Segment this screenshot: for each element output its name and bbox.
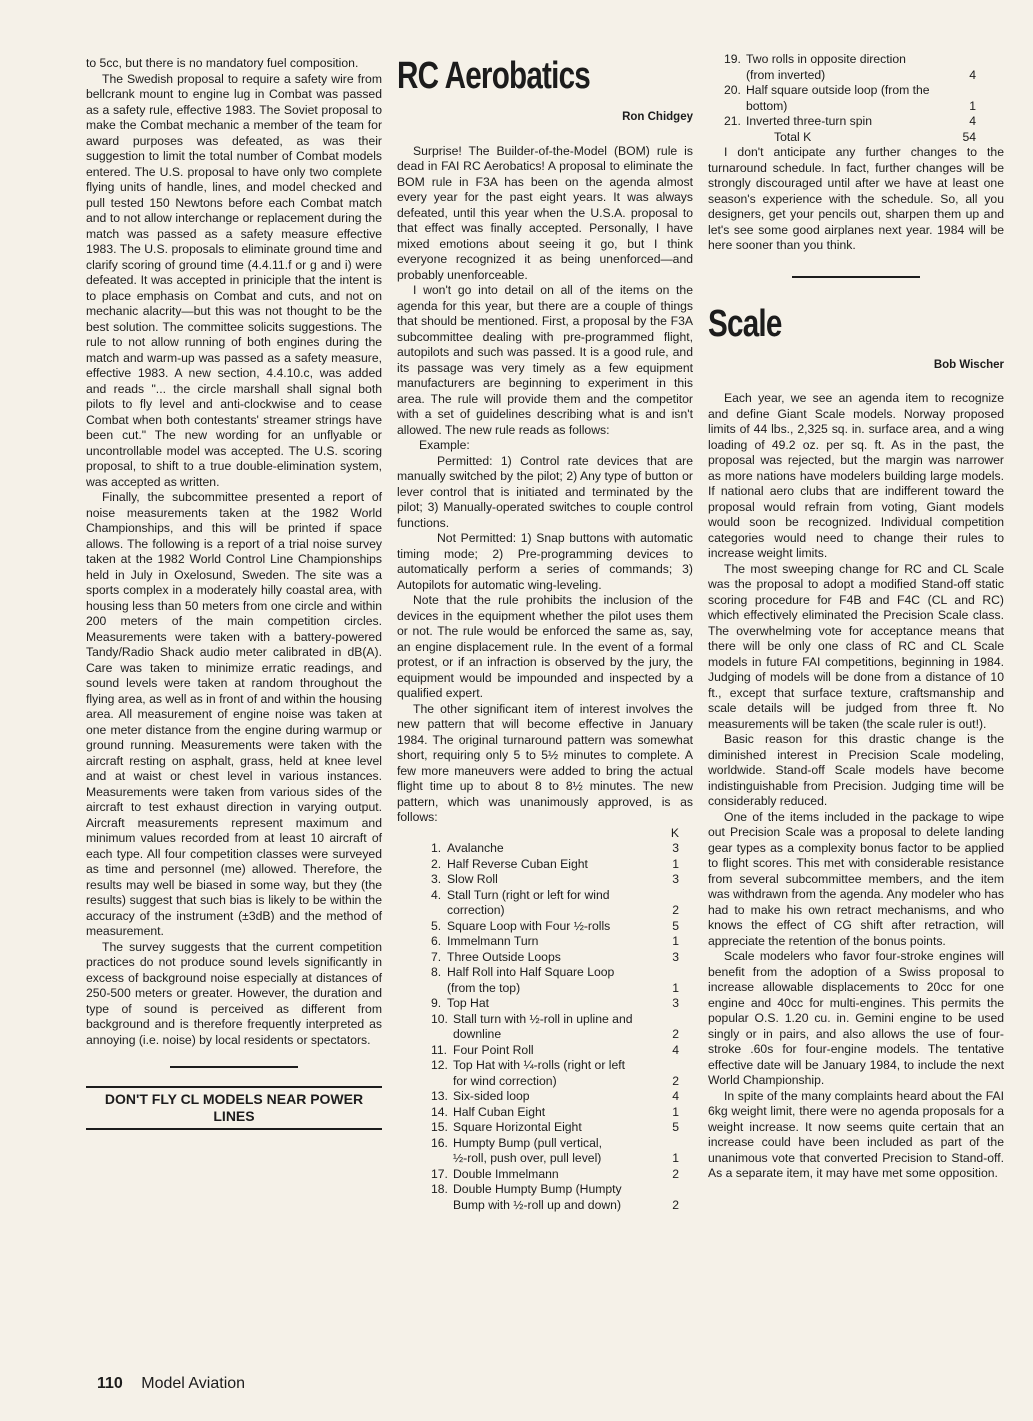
paragraph: Surprise! The Builder-of-the-Model (BOM) rule is dead in FAI RC Aerobatics! A proposal to eliminate the BOM rule in F3A has been on the agenda almost every year for the past eight years. It was always defeated, until this year when the U.S.A. proposal to that effect was finally accepted. Personally, I have mixed emotions about seeing it go, but I think everyone recognized it as being unenforced—and probably unenforceable. <box>397 143 693 282</box>
maneuver-item <box>431 872 679 888</box>
maneuver-item <box>431 1167 679 1183</box>
maneuver-number: 13. <box>431 1089 448 1103</box>
maneuver-number: 10. <box>431 1011 448 1026</box>
maneuver-k-factor: 3 <box>672 996 679 1010</box>
paragraph: The other significant item of interest involves the new pattern that will become effective in January 1984. The original turnaround pattern was somewhat short, requiring only 5 to 5½ minutes to complete. A few more maneuvers were added to bring the actual flight time up to about 8 to 8½ minutes. The new pattern, which was unanimously approved, is as follows: <box>397 701 693 824</box>
page-footer <box>97 1375 245 1393</box>
maneuver-k-factor: 5 <box>672 918 679 933</box>
maneuver-number: 9. <box>431 996 442 1010</box>
maneuver-name: Avalanche <box>447 841 504 855</box>
maneuver-item <box>431 934 679 950</box>
maneuver-number: 16. <box>431 1135 448 1150</box>
paragraph: The survey suggests that the current competition practices do not produce sound levels significantly in excess of background noise especially at distances of 250-500 meters or greater. However, the duration and type of sound is perceived as different from background and is therefore frequently interpreted as annoying (i.e. noise) by local residents or spectators. <box>86 939 382 1047</box>
paragraph: Example: <box>419 438 470 452</box>
maneuver-name: Double Immelmann <box>453 1166 559 1181</box>
maneuver-name: Inverted three-turn spin <box>746 114 873 128</box>
maneuver-item <box>431 1120 679 1136</box>
maneuver-k-factor: 4 <box>672 1089 679 1103</box>
maneuver-number: 20. <box>724 83 741 97</box>
maneuver-name: Two rolls in opposite direction <box>746 52 906 66</box>
maneuver-name: Half Roll into Half Square Loop <box>447 965 615 979</box>
maneuver-name-continued: for wind correction) <box>453 1073 557 1088</box>
safety-notice: DON'T FLY CL MODELS NEAR POWER LINES <box>86 1086 382 1130</box>
maneuver-name-continued: correction) <box>447 903 505 917</box>
maneuver-k-factor: 2 <box>672 1027 679 1041</box>
section-divider <box>792 276 920 278</box>
maneuver-k-factor: 2 <box>672 1073 679 1088</box>
paragraph: One of the items included in the package to wipe out Precision Scale was a proposal to delete landing gear types as a complexity bonus factor to be applied to flight scores. This met with considerable resistance from several subcommittee members, and the item was withdrawn from the agenda. Any modeler who has had to make his own retract mechanisms, and who knows the effect of CG shift after retraction, will appreciate the retention of the bonus points. <box>708 809 1004 948</box>
maneuver-item <box>431 965 679 996</box>
maneuver-number: 18. <box>431 1182 448 1196</box>
maneuver-name: Stall turn with ½-roll in upline and <box>453 1011 633 1026</box>
maneuver-k-factor: 1 <box>672 1104 679 1119</box>
paragraph: Finally, the subcommittee presented a report of noise measurements taken at the 1982 World Championships, and this will be printed if space allows. The following is a report of a trial noise survey taken at the 1982 World Control Line Championships held in July in Oxelosund, Sweden. The site was a sports complex in a moderately hilly coastal area, with housing less than 50 meters from one circle and within 200 meters of the main competition circles. Measurements were taken with a battery-powered Tandy/Radio Shack audio meter calibrated in dB(A). Care was taken to minimize erratic readings, and sound levels were taken at random throughout the flying area, as well as in front of and within the housing area. All measurement of engine noise was taken at one meter distance from the engine during warmup or ground running. Measurements were taken with the aircraft resting on asphalt, grass, held at knee level and at waist or chest level in various instances. Measurements were taken from various sides of the aircraft to test exhaust direction in varying output. Aircraft measurements represent maximum and minimum values recorded from at least 10 aircraft of each type. All four competition classes were surveyed as time and personnel (me) allowed. Therefore, the results may well be biased in some way, but they (the results) suggest that such bias is likely to be within the accuracy of the instrument (±3dB) and the method of measurement. <box>86 490 382 938</box>
paragraph: Basic reason for this drastic change is the diminished interest in Precision Scale modeling, worldwide. Stand-off Scale models have become indistinguishable from Precision. Judging time will be considerably reduced. <box>708 732 1004 808</box>
maneuver-number: 14. <box>431 1104 448 1119</box>
k-factor-header: K <box>670 825 679 840</box>
maneuver-item <box>431 1043 679 1059</box>
maneuver-number: 1. <box>431 841 442 855</box>
paragraph: Not Permitted: 1) Snap buttons with automatic timing mode; 2) Pre-programming devices to automatically perform a series of commands; 3) Autopilots for automatic wing-leveling. <box>397 531 693 592</box>
paragraph: Permitted: 1) Control rate devices that are manually switched by the pilot; 2) Any type of button or lever control that is initiated and terminated by the pilot; 3) Manually-operated switches to couple control functions. <box>397 453 693 530</box>
maneuver-name: Humpty Bump (pull vertical, <box>453 1135 603 1150</box>
maneuver-name: Square Loop with Four ½-rolls <box>447 918 611 933</box>
byline-scale: Bob Wischer <box>933 358 1004 371</box>
maneuver-k-factor: 4 <box>969 67 976 82</box>
maneuver-name: Slow Roll <box>447 872 498 886</box>
maneuver-number: 4. <box>431 887 442 902</box>
maneuver-name: Square Horizontal Eight <box>453 1120 582 1134</box>
maneuver-k-factor: 3 <box>672 872 679 886</box>
maneuver-name-continued: Bump with ½-roll up and down) <box>453 1197 622 1212</box>
maneuver-list-continued <box>724 52 976 130</box>
paragraph: Scale modelers who favor four-stroke engines will benefit from the adoption of a Swiss proposal to increase allowable displacements to 20cc for one engine and 40cc for multi-engines. This permits the popular O.S. 1.20 cu. in. Gemini engine to be used singly or in pairs, and also allows the use of four-stroke .60s for four-engine models. The tentative effective date will be January 1984, to include the next World Championship. <box>708 949 1004 1087</box>
maneuver-item <box>431 1058 679 1089</box>
column-combat <box>86 56 382 1130</box>
paragraph: Each year, we see an agenda item to recognize and define Giant Scale models. Norway proposed limits of 44 lbs., 2,325 sq. in. surface area, and a wing loading of 49.2 oz. per sq. ft. As in the past, the proposal was rejected, but the margin was narrower as more nations have modelers building large models. If national aero clubs that are indifferent toward the proposal would refrain from voting, Giant models would soon be recognized. Individual competition categories would need to change their rules to increase weight limits. <box>708 391 1004 560</box>
maneuver-name: Immelmann Turn <box>447 934 539 948</box>
maneuver-k-factor: 5 <box>672 1120 679 1134</box>
paragraph: In spite of the many complaints heard about the FAI 6kg weight limit, there were no agenda proposals for a weight increase. It now seems quite certain that an increase could have been included as part of the unanimous vote that converted Precision to Stand-off. As a separate item, it may have met some opposition. <box>708 1088 1004 1180</box>
byline-rc-aerobatics: Ron Chidgey <box>622 111 693 123</box>
maneuver-k-factor: 3 <box>672 841 679 855</box>
maneuver-name-continued: ½-roll, push over, pull level) <box>453 1151 602 1165</box>
maneuver-name: Three Outside Loops <box>447 949 561 964</box>
maneuver-item <box>431 841 679 857</box>
maneuver-name: Stall Turn (right or left for wind <box>447 887 610 902</box>
section-title-scale: Scale <box>708 302 782 345</box>
maneuver-number: 5. <box>431 918 442 933</box>
maneuver-item <box>431 1089 679 1105</box>
paragraph: Note that the rule prohibits the inclusion of the devices in the equipment whether the pilot uses them or not. The rule would be enforced the same as, say, an engine displacement rule. In the event of a formal protest, or if an infraction is observed by the jury, the equipment would be impounded and inspected by a qualified expert. <box>397 593 693 700</box>
maneuver-number: 6. <box>431 934 442 948</box>
maneuver-k-factor: 1 <box>672 1151 679 1165</box>
maneuver-item <box>431 1105 679 1121</box>
maneuver-number: 19. <box>724 52 741 66</box>
maneuver-number: 8. <box>431 965 442 979</box>
maneuver-name: Four Point Roll <box>453 1042 534 1057</box>
maneuver-item <box>431 888 679 919</box>
maneuver-k-factor: 2 <box>672 1166 679 1181</box>
maneuver-item <box>724 83 976 114</box>
maneuver-k-factor: 2 <box>672 1197 679 1212</box>
maneuver-item <box>431 1012 679 1043</box>
maneuver-k-factor: 3 <box>672 949 679 964</box>
paragraph: The Swedish proposal to require a safety wire from bellcrank mount to engine lug in Combat was passed as a safety rule, effective 1983. The Soviet proposal to make the Combat mechanic a member of the team for award purposes was defeated, as was their suggestion to limit the total number of Combat models entered. The U.S. proposal to have only two complete flying units of handle, lines, and model checked and pull tested 150 Newtons before each Combat match and to not allow interchange or replacement during the match was passed as a safety measure effective 1983. The U.S. proposals to eliminate ground time and clarify scoring of ground time (4.4.11.f or g and i) were defeated. It was accepted in priniciple that the intent is to place emphasis on Combat and cuts, and not on mechanic alacrity—but this was not thought to be the best solution. The committee solicits suggestions. The rule to not allow running of both engines during the match and warm-up was passed as a safety measure, effective 1983. A new section, 4.4.10.c, was added and reads "... the circle marshall shall signal both pilots to fly level and anti-clockwise and to cease Combat when both contestants' streamer strings have been cut." The new wording for an unflyable or uncontrollable model was accepted. The U.S. scoring proposal, to shift to a true double-elimination system, was accepted as written. <box>86 71 382 489</box>
page-number: 110 <box>97 1375 123 1392</box>
maneuver-number: 12. <box>431 1058 448 1072</box>
maneuver-name: Six-sided loop <box>453 1089 530 1103</box>
maneuver-k-factor: 1 <box>969 98 976 113</box>
total-k-value: 54 <box>962 129 976 144</box>
maneuver-name-continued: (from the top) <box>447 980 521 995</box>
maneuver-k-factor: 4 <box>969 114 976 128</box>
maneuver-name: Half Cuban Eight <box>453 1104 546 1119</box>
maneuver-number: 3. <box>431 872 442 886</box>
maneuver-item <box>724 114 976 130</box>
maneuver-k-factor: 1 <box>672 856 679 871</box>
maneuver-item <box>431 1182 679 1213</box>
paragraph: to 5cc, but there is no mandatory fuel composition. <box>86 56 359 70</box>
maneuver-k-factor: 1 <box>672 980 679 995</box>
maneuver-item <box>431 1136 679 1167</box>
maneuver-number: 2. <box>431 856 442 871</box>
maneuver-number: 21. <box>724 114 741 128</box>
maneuver-item <box>431 996 679 1012</box>
maneuver-item <box>431 950 679 966</box>
total-k-row <box>724 130 976 146</box>
maneuver-name: Double Humpty Bump (Humpty <box>453 1182 622 1196</box>
magazine-name: Model Aviation <box>141 1375 246 1392</box>
section-title-rc-aerobatics: RC Aerobatics <box>397 55 591 97</box>
maneuver-number: 17. <box>431 1166 448 1181</box>
maneuver-k-factor: 1 <box>672 934 679 948</box>
maneuver-name: Half Reverse Cuban Eight <box>447 856 588 871</box>
maneuver-number: 7. <box>431 949 442 964</box>
column-rc-aerobatics <box>397 56 693 1213</box>
maneuver-name: Top Hat with ¼-rolls (right or left <box>453 1058 626 1072</box>
maneuver-item <box>431 857 679 873</box>
maneuver-name-continued: (from inverted) <box>746 67 826 82</box>
paragraph: I don't anticipate any further changes to the turnaround schedule. In fact, further changes will be strongly discouraged until after we have at least one season's experience with the schedule. So, all you designers, get your pencils out, sharpen them up and let's see some good airplanes next year. 1984 will be here sooner than you think. <box>708 145 1004 252</box>
maneuver-item <box>431 919 679 935</box>
maneuver-k-factor: 4 <box>672 1042 679 1057</box>
maneuver-item <box>724 52 976 83</box>
total-k-label: Total K <box>774 129 812 144</box>
paragraph: The most sweeping change for RC and CL Scale was the proposal to adopt a modified Stand-off static scoring procedure for F4B and F4C (CL and RC) which effectively eliminated the Precision Scale class. The overwhelming vote for acceptance means that there will be only one class of RC and CL Scale models in future FAI competitions, beginning in 1984. Judging of models will be done from a distance of 10 ft., except that surface texture, craftsmanship and scale details will be judged from three ft. No measurements will be taken (the scale ruler is out!). <box>708 561 1004 731</box>
maneuver-number: 11. <box>431 1042 448 1057</box>
paragraph: I won't go into detail on all of the items on the agenda for this year, but there are a couple of things that should be mentioned. First, a proposal by the F3A subcommittee dealing with pre-programmed flight, autopilots and such was passed. It is a good rule, and its passage was very timely as a few equipment manufacturers are beginning to experiment in this area. The rule will provide them and the competitor with a set of guidelines describing what is and isn't allowed. The new rule reads as follows: <box>397 283 693 437</box>
maneuver-k-factor: 2 <box>672 903 679 917</box>
maneuver-name-continued: downline <box>453 1027 502 1041</box>
maneuver-name-continued: bottom) <box>746 98 788 113</box>
maneuver-name: Half square outside loop (from the <box>746 83 930 97</box>
column-scale <box>708 52 1004 1182</box>
maneuver-name: Top Hat <box>447 996 490 1010</box>
section-divider <box>170 1066 298 1068</box>
maneuver-list <box>431 826 679 1214</box>
maneuver-number: 15. <box>431 1120 448 1134</box>
